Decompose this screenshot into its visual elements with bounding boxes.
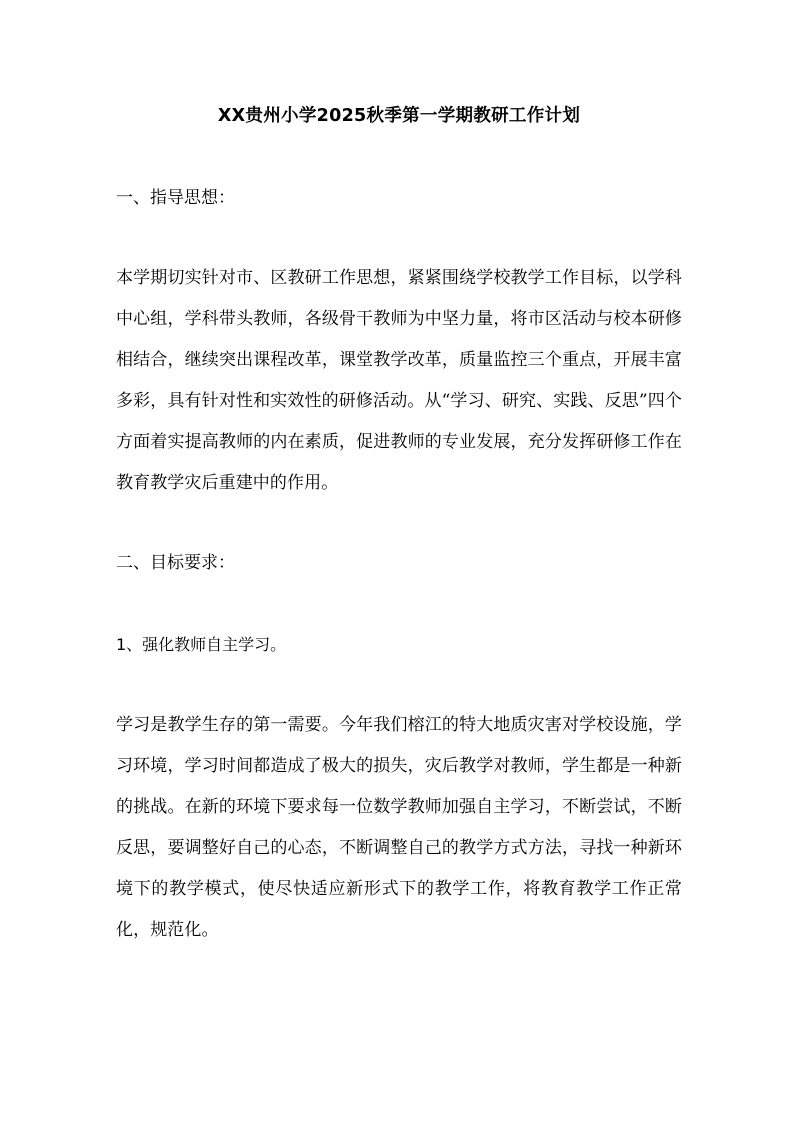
list-item-strengthen-self-study: 1、强化教师自主学习。 (116, 635, 287, 654)
paragraph-guiding-ideology: 本学期切实针对市、区教研工作思想，紧紧围绕学校教学工作目标，以学科中心组，学科带头教师，各级骨干教师为中坚力量，将市区活动与校本研修相结合，继续突出课程改革，课堂教学改革，质量监控三个重点，开展丰富多彩，具有针对性和实效性的研修活动。从“学习、研究、实践、反思”四个方面着实提高教师的内在素质，促进教师的专业发展，充分发挥研修工作在教育教学灾后重建中的作用。 (116, 268, 682, 493)
section-heading-objectives: 二、目标要求： (116, 553, 235, 573)
paragraph-self-study-detail: 学习是教学生存的第一需要。今年我们榕江的特大地质灾害对学校设施，学习环境，学习时间都造成了极大的损失，灾后教学对教师，学生都是一种新的挑战。在新的环境下要求每一位数学教师加强自主学习，不断尝试，不断反思，要调整好自己的心态，不断调整自己的教学方式方法，寻找一种新环境下的教学模式，使尽快适应新形式下的教学工作，将教育教学工作正常化，规范化。 (116, 715, 682, 940)
section-heading-guiding-ideology: 一、指导思想： (116, 188, 235, 208)
page-title: XX贵州小学2025秋季第一学期教研工作计划 (217, 106, 581, 126)
